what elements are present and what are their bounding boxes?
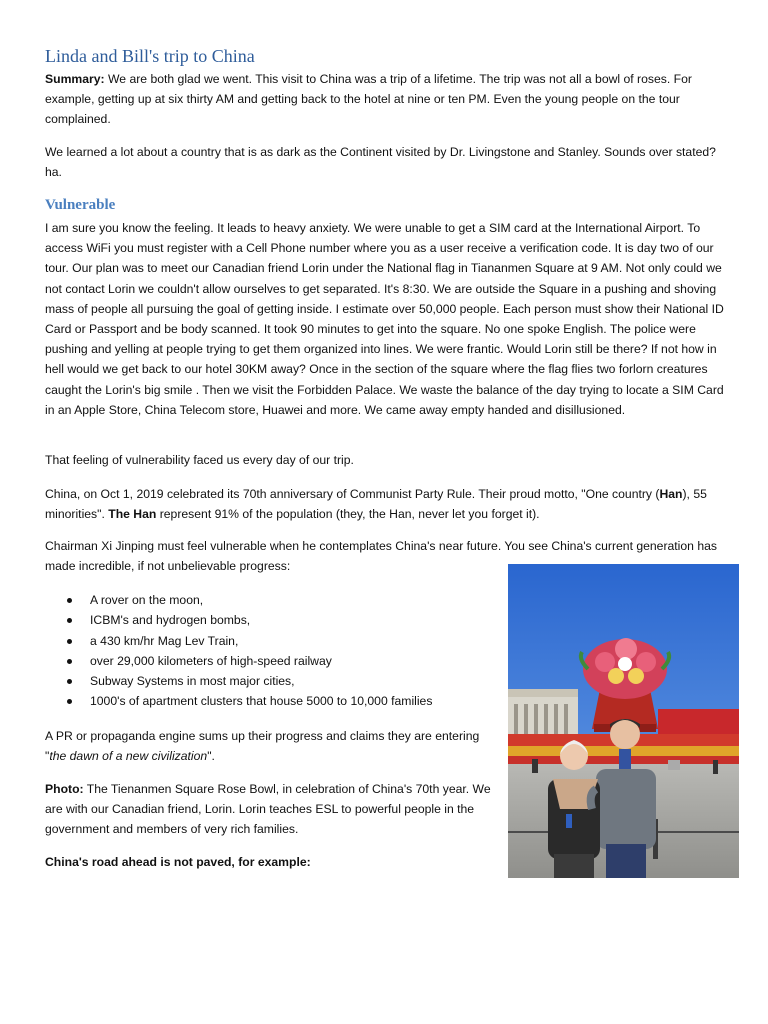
progress-list bbox=[45, 590, 485, 712]
pr-paragraph bbox=[45, 726, 495, 766]
list-item bbox=[45, 631, 485, 651]
anniversary-bold-the-han: The Han bbox=[108, 507, 157, 522]
list-item bbox=[45, 590, 485, 610]
anniversary-text-3: represent 91% of the population (they, the Han, never let you forget it). bbox=[156, 507, 540, 522]
bullet-icon bbox=[67, 618, 72, 623]
summary-text: We are both glad we went. This visit to China was a trip of a lifetime. The trip was not all a bowl of roses. For example, getting up at six thirty AM and getting back to the hotel at nine or ten PM. Even the young people on the tour complained. bbox=[45, 72, 692, 127]
pr-text-end: ". bbox=[207, 749, 215, 764]
list-item-text: 1000's of apartment clusters that house 5000 to 10,000 families bbox=[90, 694, 433, 709]
tiananmen-photo-image bbox=[508, 564, 739, 878]
anniversary-text-2: ), 55 minorities". bbox=[45, 487, 707, 522]
road-ahead-paragraph: China's road ahead is not paved, for example: bbox=[45, 855, 311, 869]
list-item bbox=[45, 651, 485, 671]
vulnerable-paragraph: I am sure you know the feeling. It leads to heavy anxiety. We were unable to get a SIM card at the International Airport. To access WiFi you must register with a Cell Phone number where you as a user receive a verification code. It is day two of our tour. Our plan was to meet our Canadian friend Lorin under the National flag in Tiananmen Square at 9 AM. Not only could we not contact Lorin we couldn't allow ourselves to get separated. It's 8:30. We are outside the Square in a pushing and shoving mass of people all pursuing the goal of getting inside. I estimate over 50,000 people. Each person must show their National ID Card or Passport and be body scanned. It took 90 minutes to get into the square. No one spoke English. The police were pushing and yelling at people trying to get them organized into lines. We were frantic. Would Lorin still be there? If not how in hell would we get back to our hotel 30KM away? Once in the section of the square where the flag flies two forlorn creatures caught the Lorin's big smile . Then we visit the Forbidden Palace. We waste the balance of the day trying to locate a SIM Card in an Apple Store, China Telecom store, Huawei and more. We came away empty handed and disillusioned. bbox=[45, 221, 724, 417]
list-item bbox=[45, 671, 485, 691]
list-item bbox=[45, 691, 485, 711]
list-item-text: A rover on the moon, bbox=[90, 593, 204, 607]
list-item-text: ICBM's and hydrogen bombs, bbox=[90, 613, 251, 628]
list-item-text: Subway Systems in most major cities, bbox=[90, 674, 295, 689]
summary-paragraph bbox=[45, 69, 725, 130]
photo-caption bbox=[45, 779, 495, 840]
summary-label: Summary: bbox=[45, 72, 105, 86]
anniversary-text-1: China, on Oct 1, 2019 celebrated its 70th anniversary of Communist Party Rule. Their proud motto, "One country ( bbox=[45, 487, 660, 501]
tiananmen-photo bbox=[508, 564, 739, 878]
anniversary-bold-han: Han bbox=[659, 487, 683, 501]
anniversary-paragraph bbox=[45, 484, 725, 524]
bullet-icon bbox=[67, 598, 72, 603]
pr-italic-quote: the dawn of a new civilization bbox=[49, 749, 208, 764]
feeling-paragraph: That feeling of vulnerability faced us every day of our trip. bbox=[45, 453, 354, 467]
bullet-icon bbox=[67, 659, 72, 664]
pr-text: A PR or propaganda engine sums up their progress and claims they are entering " bbox=[45, 729, 480, 764]
section-heading-vulnerable: Vulnerable bbox=[45, 197, 116, 213]
photo-caption-text: The Tienanmen Square Rose Bowl, in celebration of China's 70th year. We are with our Canadian friend, Lorin. Lorin teaches ESL to powerful people in the government and members of very rich families. bbox=[45, 782, 491, 837]
list-item bbox=[45, 610, 485, 630]
photo-caption-label: Photo: bbox=[45, 782, 84, 796]
list-item-text: a 430 km/hr Mag Lev Train, bbox=[90, 633, 239, 648]
document-title: Linda and Bill's trip to China bbox=[45, 46, 255, 66]
bullet-icon bbox=[67, 639, 72, 644]
bullet-icon bbox=[67, 679, 72, 684]
list-item-text: over 29,000 kilometers of high-speed railway bbox=[90, 653, 332, 668]
chairman-paragraph: Chairman Xi Jinping must feel vulnerable when he contemplates China's near future. You see China's current generation has made incredible, if not unbelievable progress: bbox=[45, 539, 717, 574]
bullet-icon bbox=[67, 699, 72, 704]
learned-paragraph: We learned a lot about a country that is as dark as the Continent visited by Dr. Livingstone and Stanley. Sounds over stated? ha. bbox=[45, 145, 716, 180]
